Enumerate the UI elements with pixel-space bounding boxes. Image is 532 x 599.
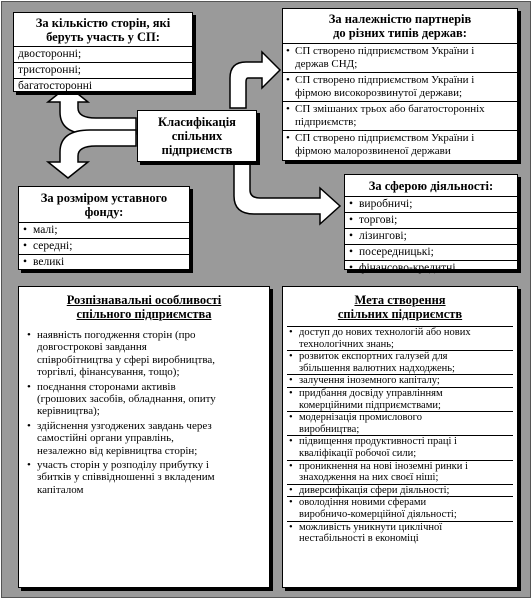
capital-box bbox=[18, 186, 190, 270]
center-line3: підприємств bbox=[161, 143, 233, 157]
center-line1: Класифікація bbox=[158, 115, 236, 129]
sphere-item-text: лізингові; bbox=[359, 230, 407, 242]
features-item-line: • участь сторін у розподілу прибутку і bbox=[37, 459, 209, 472]
capital-item-text: великі bbox=[33, 256, 65, 268]
partners-item-line: держав СНД; bbox=[295, 58, 358, 70]
sphere-title: За сферою діяльності: bbox=[368, 179, 494, 193]
goals-item-line: • придбання досвіду управлінням bbox=[299, 387, 443, 399]
goals-item-line: кваліфікації робочої сили; bbox=[299, 447, 417, 459]
partners-item-line: підприємств; bbox=[295, 116, 357, 128]
goals-item-line: • доступ до нових технологій або нових bbox=[299, 327, 471, 338]
features-item-line: капіталом bbox=[37, 483, 84, 496]
sides-title-line1: За кількістю сторін, які bbox=[35, 16, 171, 30]
features-item-line: торгівлі, фінансування, тощо); bbox=[37, 366, 180, 379]
partners-title-line1: За належністю партнерів bbox=[328, 12, 472, 26]
features-item-line: незалежно від керівництва сторін; bbox=[37, 444, 198, 457]
partners-item-line: фірмою високорозвинутої держави; bbox=[295, 87, 463, 99]
arrow-to-sphere bbox=[234, 164, 340, 224]
goals-item-line: • можливість уникнути циклічної bbox=[299, 521, 443, 533]
sphere-item-text: торгові; bbox=[359, 214, 398, 226]
goals-item-line: нестабільності в економіці bbox=[299, 533, 419, 545]
sphere-item: • фінансово-кредитні bbox=[345, 260, 517, 276]
goals-item bbox=[287, 435, 513, 459]
goals-item bbox=[287, 374, 513, 387]
capital-item: • середні; bbox=[19, 238, 189, 254]
center-line2: спільних bbox=[171, 129, 223, 143]
partners-item: • СП змішаних трьох або багатосторонніх підприємств; bbox=[283, 101, 517, 130]
features-item bbox=[25, 459, 263, 496]
features-item-line: самостійні органи управлінь, bbox=[37, 432, 174, 445]
partners-item-line: фірмою малорозвиненої держави bbox=[295, 145, 451, 157]
sides-title-line2: беруть участь у СП: bbox=[46, 30, 160, 44]
features-title-line2: спільного підприємства bbox=[76, 307, 212, 321]
partners-item-line: СП створено підприємством України і bbox=[295, 74, 475, 86]
features-item-line: (грошових засобів, обладнання, опиту bbox=[37, 393, 216, 406]
sides-box bbox=[13, 12, 193, 92]
features-item bbox=[25, 420, 263, 457]
partners-item-line: СП змішаних трьох або багатосторонніх bbox=[295, 103, 485, 115]
sphere-item: • посередницькі; bbox=[345, 244, 517, 260]
goals-item-line: збільшення валютних надходжень; bbox=[299, 362, 455, 374]
goals-item bbox=[287, 411, 513, 435]
goals-item-line: • проникнення на нові іноземні ринки і bbox=[299, 460, 468, 472]
goals-item-line: • розвиток експортних галузей для bbox=[299, 351, 448, 363]
goals-item bbox=[287, 496, 513, 520]
goals-item-line: • залучення іноземного капіталу; bbox=[299, 375, 440, 387]
capital-item: • великі bbox=[19, 254, 189, 270]
partners-title-line2: до різних типів держав: bbox=[333, 26, 467, 40]
partners-box bbox=[282, 8, 518, 161]
goals-item-line: виробництва; bbox=[299, 423, 360, 435]
arrow-to-partners bbox=[230, 52, 280, 108]
partners-item: • СП створено підприємством України і фірмою малорозвиненої держави bbox=[283, 130, 517, 159]
goals-item-line: • диверсифікація сфери діяльності; bbox=[299, 484, 450, 496]
sphere-item: • торгові; bbox=[345, 212, 517, 228]
goals-item-line: • підвищення продуктивності праці і bbox=[299, 436, 457, 448]
sphere-box bbox=[344, 174, 518, 274]
capital-item-text: малі; bbox=[33, 224, 58, 236]
features-item-line: • наявність погодження сторін (про bbox=[37, 329, 196, 341]
features-item-line: • здійснення узгоджених завдань через bbox=[37, 419, 212, 432]
partners-item-line: СП створено підприємством України і bbox=[295, 132, 475, 144]
partners-item: • СП створено підприємством України і держав СНД; bbox=[283, 43, 517, 72]
sphere-item-text: виробничі; bbox=[359, 198, 413, 210]
goals-item-line: технологічних знань; bbox=[299, 338, 394, 350]
goals-item bbox=[287, 350, 513, 374]
sphere-item: • виробничі; bbox=[345, 196, 517, 212]
capital-item-text: середні; bbox=[33, 240, 73, 252]
sides-item: двосторонні; bbox=[14, 46, 192, 62]
features-item-line: збитків у співвідношенні з вкладеним bbox=[37, 471, 215, 484]
features-item-line: співробітництва у сфері виробництва, bbox=[37, 353, 216, 366]
features-title-line1: Розпізнавальні особливості bbox=[66, 293, 222, 307]
sides-item: тристоронні; bbox=[14, 62, 192, 78]
goals-item bbox=[287, 326, 513, 350]
arrow-to-capital bbox=[48, 130, 136, 178]
goals-item bbox=[287, 387, 513, 411]
goals-item bbox=[287, 460, 513, 484]
features-item-line: • поєднання сторонами активів bbox=[37, 380, 176, 393]
goals-item bbox=[287, 484, 513, 497]
capital-title-line1: За розміром уставного bbox=[40, 191, 168, 205]
sphere-item-text: посередницькі; bbox=[359, 246, 434, 258]
goals-item-line: комерційними підприємствами; bbox=[299, 399, 441, 411]
goals-title-line1: Мета створення bbox=[354, 293, 446, 307]
sphere-item: • лізингові; bbox=[345, 228, 517, 244]
partners-item: • СП створено підприємством України і фірмою високорозвинутої держави; bbox=[283, 72, 517, 101]
partners-item-line: СП створено підприємством України і bbox=[295, 45, 475, 57]
sides-item: багатосторонні bbox=[14, 78, 192, 94]
features-item-line: довгострокові завдання bbox=[37, 341, 147, 354]
goals-item-line: • модернізація промислового bbox=[299, 412, 422, 424]
features-item bbox=[25, 329, 263, 379]
features-item-line: керівництва); bbox=[37, 405, 100, 418]
goals-title-line2: спільних підприємств bbox=[337, 307, 463, 321]
classification-center-box bbox=[137, 110, 257, 162]
features-item bbox=[25, 381, 263, 418]
goals-item bbox=[287, 521, 513, 545]
capital-title-line2: фонду: bbox=[84, 205, 124, 219]
goals-item-line: виробничо-комерційної діяльності; bbox=[299, 508, 457, 520]
goals-item-line: • оволодіння новими сферами bbox=[299, 497, 427, 509]
sphere-item-text: фінансово-кредитні bbox=[359, 262, 456, 274]
goals-item-line: знаходження на них своєї ніші; bbox=[299, 472, 439, 484]
goals-box bbox=[282, 286, 518, 588]
features-box bbox=[18, 286, 270, 588]
capital-item: • малі; bbox=[19, 222, 189, 238]
